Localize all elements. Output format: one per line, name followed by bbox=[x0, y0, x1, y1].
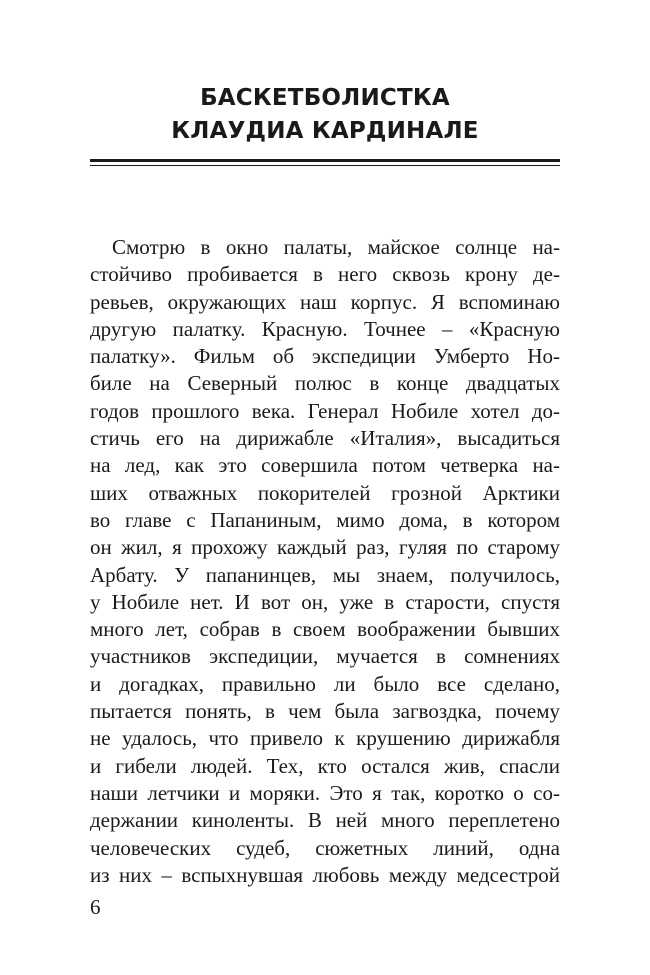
body-line: человеческих судеб, сюжетных линий, одна bbox=[90, 835, 560, 860]
body-line: на лед, как это совершила потом четверка на- bbox=[90, 453, 560, 478]
body-line: не удалось, что привело к крушению дирижабля bbox=[90, 726, 560, 751]
body-line: пытается понять, в чем была загвоздка, почему bbox=[90, 699, 560, 724]
body-line: наши летчики и моряки. Это я так, коротко о со- bbox=[90, 780, 560, 805]
body-line: держании киноленты. В ней много переплетено bbox=[90, 808, 560, 833]
body-line: другую палатку. Красную. Точнее – «Красную bbox=[90, 316, 560, 341]
body-paragraph bbox=[90, 234, 560, 889]
body-line: и гибели людей. Тех, кто остался жив, спасли bbox=[90, 753, 560, 778]
body-line: годов прошлого века. Генерал Нобиле хотел до- bbox=[90, 398, 560, 423]
body-line: участников экспедиции, мучается в сомнениях bbox=[90, 644, 560, 669]
body-line: из них – вспыхнувшая любовь между медсестрой bbox=[90, 862, 560, 887]
body-line: стичь его на дирижабле «Италия», высадиться bbox=[90, 426, 560, 451]
body-line: Смотрю в окно палаты, майское солнце на- bbox=[112, 235, 560, 259]
body-line: ших отважных покорителей грозной Арктики bbox=[90, 480, 560, 505]
chapter-title bbox=[90, 82, 560, 148]
body-line: Арбату. У папанинцев, мы знаем, получилось, bbox=[90, 562, 560, 587]
title-rule-thick bbox=[90, 159, 560, 162]
page-number: 6 bbox=[90, 895, 101, 919]
body-line: палатку». Фильм об экспедиции Умберто Но- bbox=[90, 344, 560, 369]
body-line: биле на Северный полюс в конце двадцатых bbox=[90, 371, 560, 396]
body-line: у Нобиле нет. И вот он, уже в старости, спустя bbox=[90, 589, 560, 614]
body-line: он жил, я прохожу каждый раз, гуляя по старому bbox=[90, 535, 560, 560]
title-rule-thin bbox=[90, 165, 560, 166]
body-line: и догадках, правильно ли было все сделано, bbox=[90, 671, 560, 696]
body-line: ревьев, окружающих наш корпус. Я вспоминаю bbox=[90, 289, 560, 314]
chapter-title-line-2: КЛАУДИА КАРДИНАЛЕ bbox=[171, 118, 479, 144]
body-line: во главе с Папаниным, мимо дома, в котором bbox=[90, 507, 560, 532]
body-line: много лет, собрав в своем воображении бывших bbox=[90, 617, 560, 642]
body-line: стойчиво пробивается в него сквозь крону де- bbox=[90, 262, 560, 287]
chapter-title-line-1: БАСКЕТБОЛИСТКА bbox=[200, 85, 450, 111]
